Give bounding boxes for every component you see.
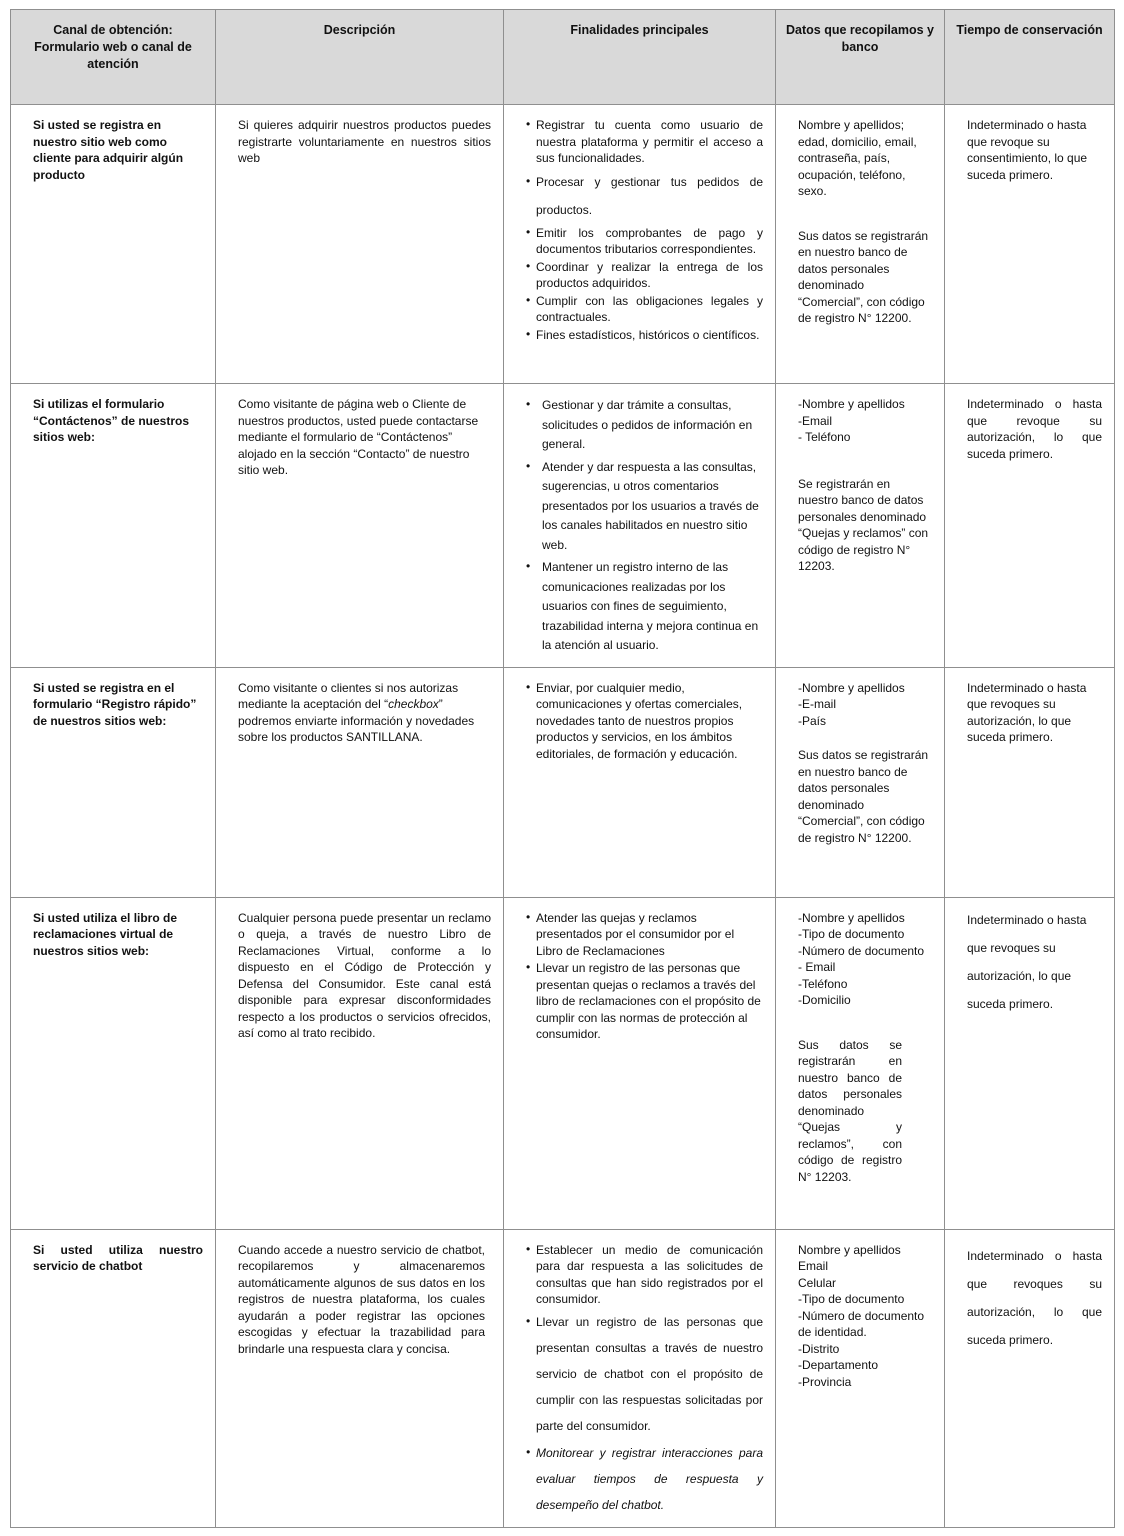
checkbox-term: checkbox: [388, 697, 439, 711]
retention-cell: Indeterminado o hasta que revoque su autorización, lo que suceda primero.: [945, 384, 1115, 668]
table-row: [11, 1229, 1115, 1527]
list-item: • Mantener un registro interno de las comunicaciones realizadas por los usuarios con fines de seguimiento, trazabilidad interna y mejora continua en la atención al usuario.: [526, 558, 763, 656]
retention-cell: Indeterminado o hasta que revoques su autorización, lo que suceda primero.: [945, 897, 1115, 1229]
list-item: • Registrar tu cuenta como usuario de nuestra plataforma y permitir el acceso a sus funcionalidades.: [526, 117, 763, 167]
data-cell: [776, 667, 945, 897]
list-item: • Fines estadísticos, históricos o científicos.: [526, 327, 763, 344]
purposes-list: [526, 396, 763, 656]
list-item: • Emitir los comprobantes de pago y documentos tributarios correspondientes.: [526, 225, 763, 258]
table-row: [11, 384, 1115, 668]
list-item: • Establecer un medio de comunicación para dar respuesta a las solicitudes de consultas que han sido registrados por el consumidor.: [526, 1242, 763, 1308]
retention-cell: Indeterminado o hasta que revoque su consentimiento, lo que suceda primero.: [945, 105, 1115, 384]
list-item: • Gestionar y dar trámite a consultas, solicitudes o pedidos de información en general.: [526, 396, 763, 455]
table-header-row: [11, 10, 1115, 105]
purposes-list: [526, 117, 763, 343]
list-item: • Atender y dar respuesta a las consultas, sugerencias, u otros comentarios presentados por los usuarios a través de los canales habilitados en nuestro sitio web.: [526, 458, 763, 556]
data-fields: Nombre y apellidos Email Celular -Tipo de documento -Número de documento de identidad. -Distrito -Departamento -Provincia: [798, 1242, 925, 1389]
table-row: [11, 897, 1115, 1229]
channel-cell: Si usted utiliza el libro de reclamaciones virtual de nuestros sitios web:: [11, 897, 216, 1229]
channel-cell: Si utilizas el formulario “Contáctenos” de nuestros sitios web:: [11, 384, 216, 668]
channel-cell: Si usted se registra en nuestro sitio web como cliente para adquirir algún producto: [11, 105, 216, 384]
list-item: • Cumplir con las obligaciones legales y contractuales.: [526, 293, 763, 326]
purposes-cell: [504, 1229, 776, 1527]
table-row: [11, 667, 1115, 897]
data-bank: Se registrarán en nuestro banco de datos personales denominado “Quejas y reclamos” con código de registro N° 12203.: [798, 476, 929, 573]
description-text: ” podremos enviarte información y novedades sobre los productos SANTILLANA.: [238, 697, 475, 744]
header-description: Descripción: [216, 10, 504, 105]
list-item: • Monitorear y registrar interacciones para evaluar tiempos de respuesta y desempeño del chatbot.: [526, 1440, 763, 1518]
table-row: [11, 105, 1115, 384]
list-item: • Procesar y gestionar tus pedidos de productos.: [526, 168, 763, 224]
retention-cell: Indeterminado o hasta que revoques su autorización, lo que suceda primero.: [945, 1229, 1115, 1527]
header-channel: Canal de obtención: Formulario web o canal de atención: [11, 10, 216, 105]
header-purposes: Finalidades principales: [504, 10, 776, 105]
purposes-list: [526, 680, 763, 763]
description-cell: [216, 667, 504, 897]
data-cell: [776, 1229, 945, 1527]
description-cell: Como visitante de página web o Cliente de nuestros productos, usted puede contactarse mediante el formulario de “Contáctenos” alojado en la sección “Contacto” de nuestro sitio web.: [216, 384, 504, 668]
description-cell: Cuando accede a nuestro servicio de chatbot, recopilaremos y almacenaremos automáticamente algunos de sus datos en los registros de nuestra plataforma, los cuales ayudarán a poder registrar las opciones escogidas y efectuar la trazabilidad para brindarle una respuesta clara y concisa.: [216, 1229, 504, 1527]
privacy-data-table: [10, 9, 1115, 1528]
channel-cell: Si usted se registra en el formulario “Registro rápido” de nuestros sitios web:: [11, 667, 216, 897]
description-text: Como visitante o clientes si nos autorizas mediante la aceptación del “: [238, 680, 459, 711]
list-item: • Atender las quejas y reclamos presentados por el consumidor por el Libro de Reclamaciones: [526, 910, 763, 960]
header-data: Datos que recopilamos y banco: [776, 10, 945, 105]
channel-cell: Si usted utiliza nuestro servicio de chatbot: [11, 1229, 216, 1527]
list-item: • Enviar, por cualquier medio, comunicaciones y ofertas comerciales, novedades tanto de nuestros propios productos y servicios, en los ámbitos editoriales, de formación y educación.: [526, 680, 763, 763]
purposes-cell: [504, 105, 776, 384]
data-bank: Sus datos se registrarán en nuestro banco de datos personales denominado “Comercial”, con código de registro N° 12200.: [798, 748, 929, 845]
data-cell: [776, 105, 945, 384]
data-bank: Sus datos se registrarán en nuestro banco de datos personales denominado “Quejas y reclamos”, con código de registro N° 12203.: [798, 1037, 902, 1184]
data-fields: -Nombre y apellidos -Email - Teléfono: [798, 397, 905, 444]
purposes-cell: [504, 667, 776, 897]
purposes-list: [526, 910, 763, 1043]
data-cell: [776, 897, 945, 1229]
list-item: • Llevar un registro de las personas que presentan quejas o reclamos a través del libro de reclamaciones con el propósito de cumplir con las normas de protección al consumidor.: [526, 960, 763, 1043]
data-fields: -Nombre y apellidos -E-mail -País: [798, 680, 905, 728]
purposes-list: [526, 1242, 763, 1518]
description-cell: Si quieres adquirir nuestros productos puedes registrarte voluntariamente en nuestros sitios web: [216, 105, 504, 384]
description-cell: Cualquier persona puede presentar un reclamo o queja, a través de nuestro Libro de Reclamaciones Virtual, conforme a lo dispuesto en el Código de Protección y Defensa del Consumidor. Este canal está disponible para expresar disconformidades respecto a los productos o servicios ofrecidos, así como al trato recibido.: [216, 897, 504, 1229]
data-fields: Nombre y apellidos; edad, domicilio, email, contraseña, país, ocupación, teléfono, sexo.: [798, 118, 917, 198]
data-cell: [776, 384, 945, 668]
purposes-cell: [504, 384, 776, 668]
retention-cell: Indeterminado o hasta que revoques su autorización, lo que suceda primero.: [945, 667, 1115, 897]
list-item: • Coordinar y realizar la entrega de los productos adquiridos.: [526, 259, 763, 292]
list-item: • Llevar un registro de las personas que presentan consultas a través de nuestro servicio de chatbot con el propósito de cumplir con las respuestas solicitadas por parte del consumidor.: [526, 1309, 763, 1439]
purposes-cell: [504, 897, 776, 1229]
data-bank: Sus datos se registrarán en nuestro banco de datos personales denominado “Comercial”, con código de registro N° 12200.: [798, 228, 929, 325]
data-fields: -Nombre y apellidos -Tipo de documento -Número de documento - Email -Teléfono -Domicilio: [798, 910, 925, 1007]
header-retention: Tiempo de conservación: [945, 10, 1115, 105]
